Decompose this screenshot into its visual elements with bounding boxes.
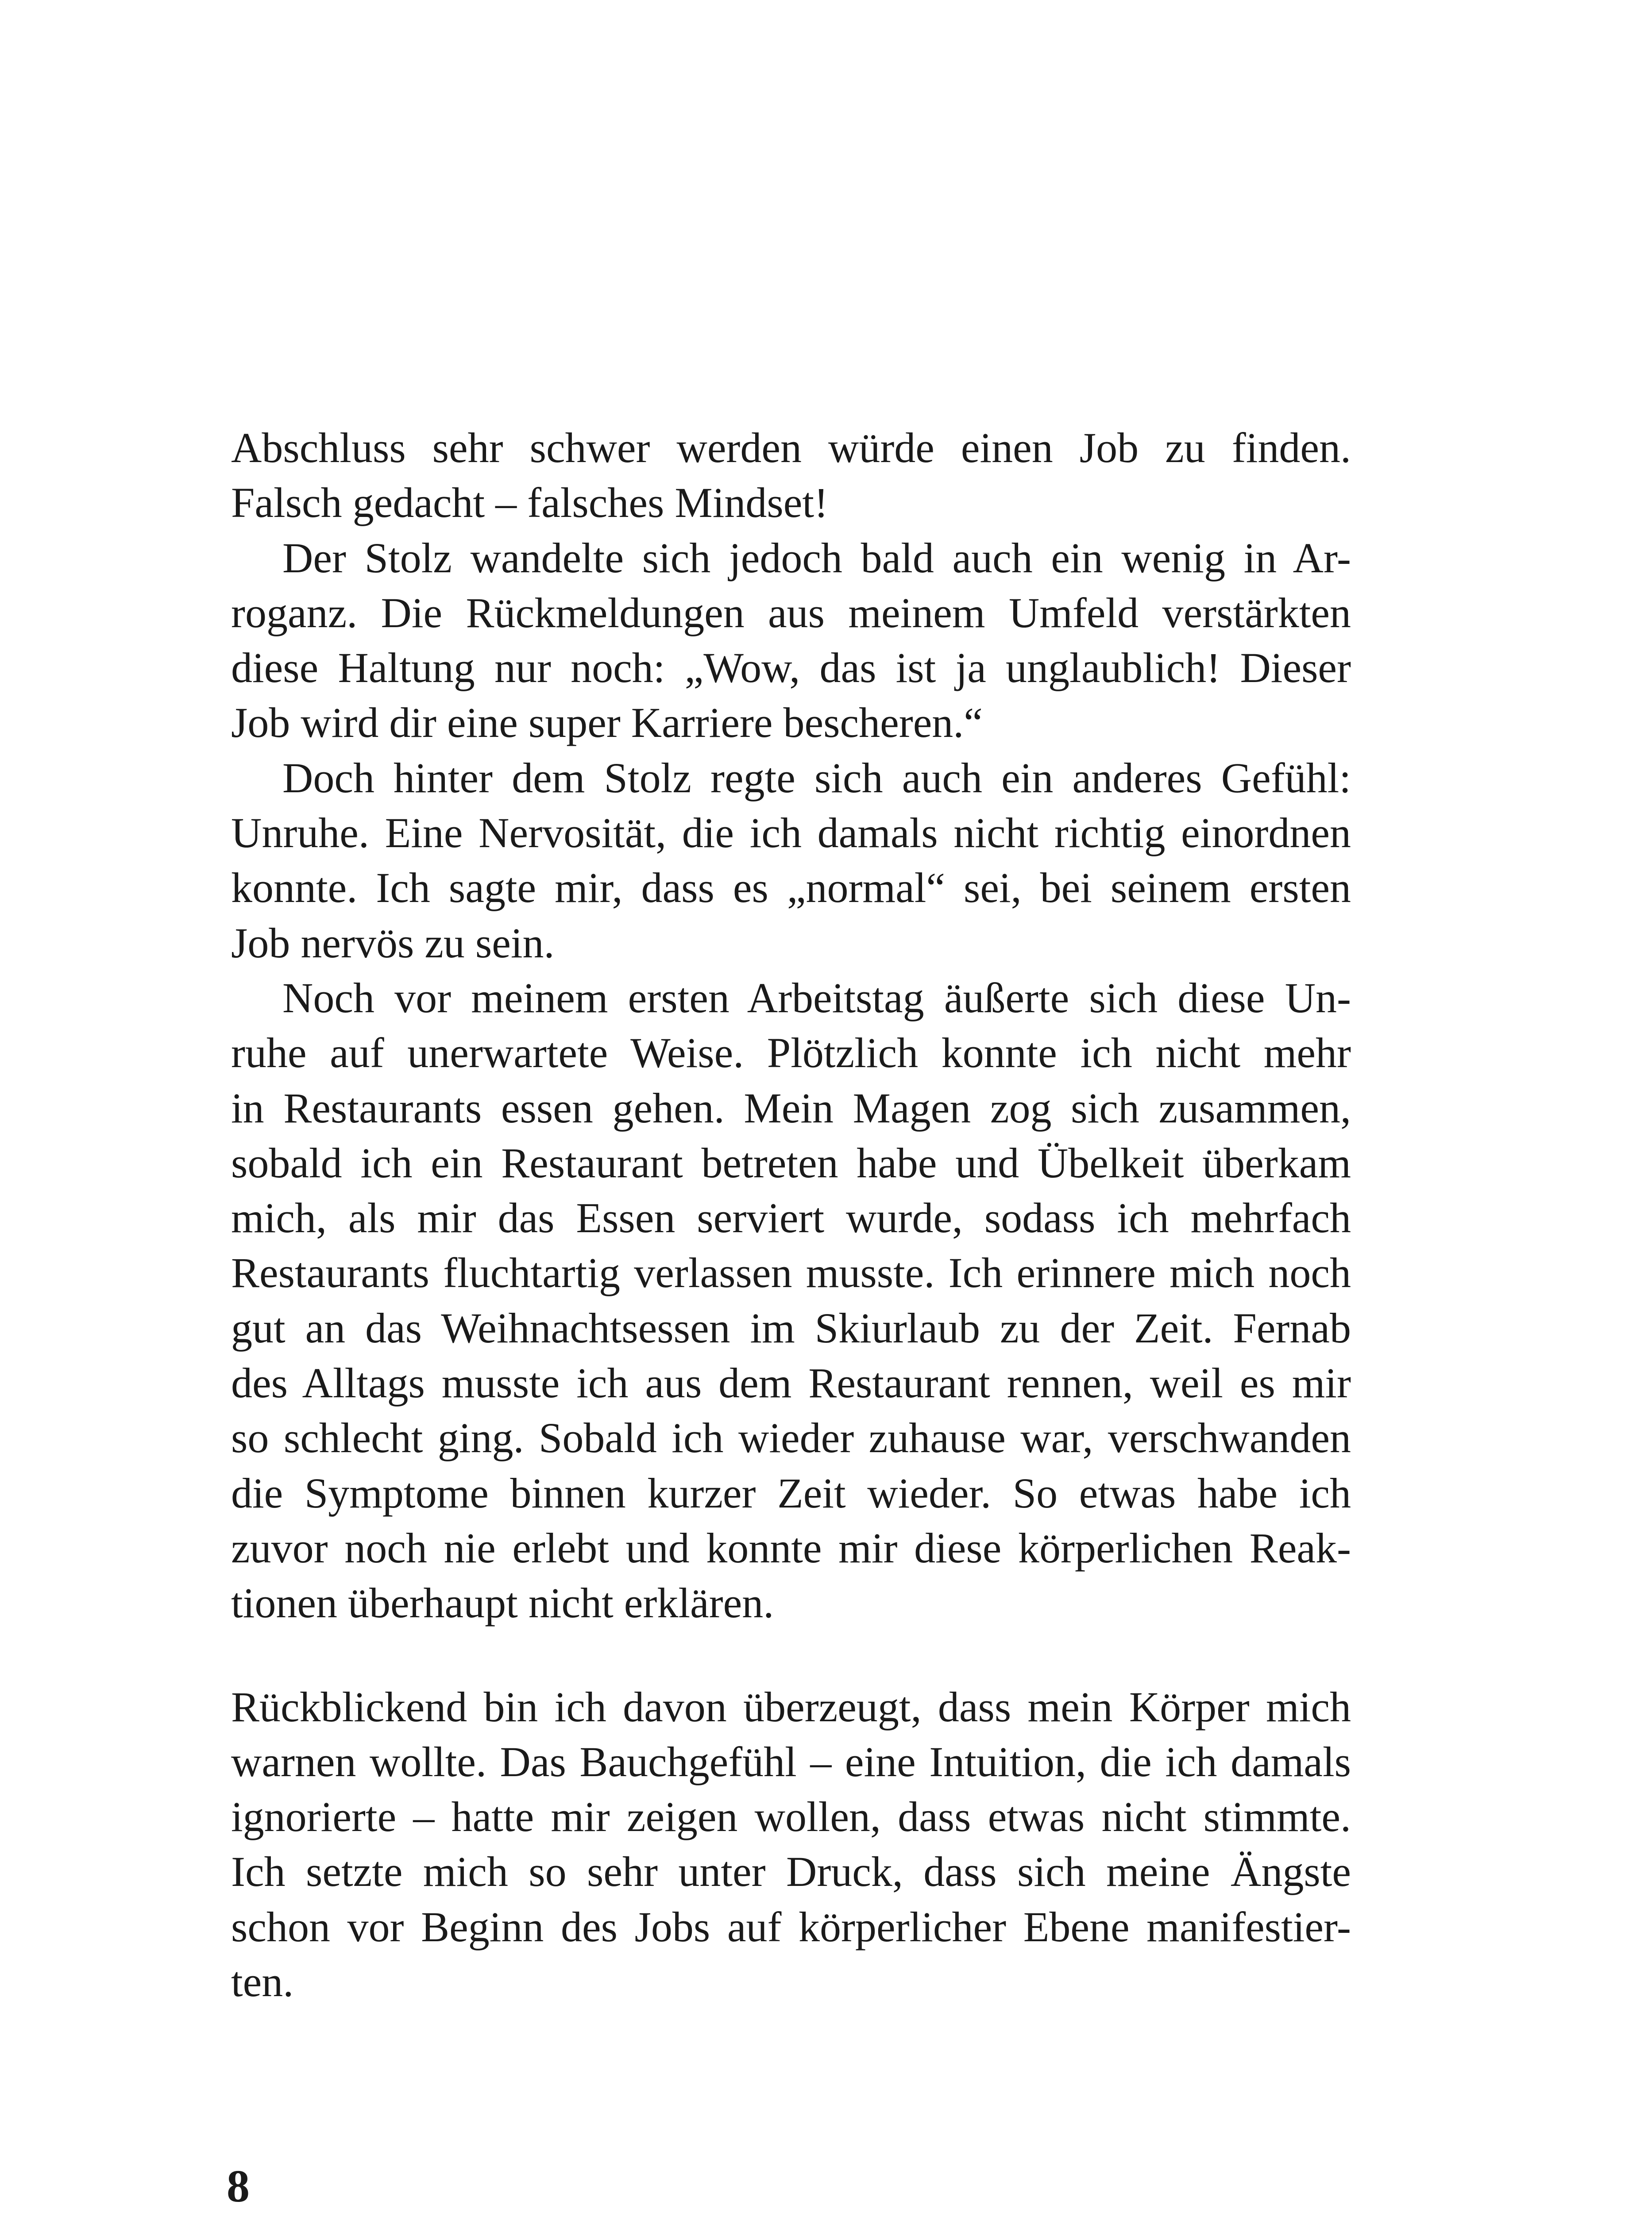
- text-line: so schlecht ging. Sobald ich wieder zuhause war, verschwanden: [231, 1414, 1351, 1462]
- text-line: tionen überhaupt nicht erklären.: [231, 1579, 774, 1627]
- text-line: Noch vor meinem ersten Arbeitstag äußerte sich diese Un-: [282, 974, 1351, 1022]
- paragraph-spacer: [231, 1631, 1351, 1680]
- body-text: [231, 420, 1351, 2009]
- text-line: Falsch gedacht – falsches Mindset!: [231, 479, 828, 527]
- text-line: Job wird dir eine super Karriere bescheren.“: [231, 699, 983, 747]
- text-line: mich, als mir das Essen serviert wurde, sodass ich mehrfach: [231, 1194, 1351, 1242]
- text-line: Der Stolz wandelte sich jedoch bald auch ein wenig in Ar-: [282, 534, 1351, 582]
- text-line: diese Haltung nur noch: „Wow, das ist ja unglaublich! Dieser: [231, 644, 1351, 692]
- text-line: konnte. Ich sagte mir, dass es „normal“ sei, bei seinem ersten: [231, 864, 1351, 912]
- text-line: Rückblickend bin ich davon überzeugt, dass mein Körper mich: [231, 1683, 1351, 1731]
- text-line: gut an das Weihnachtsessen im Skiurlaub zu der Zeit. Fernab: [231, 1304, 1351, 1352]
- text-line: zuvor noch nie erlebt und konnte mir diese körperlichen Reak-: [231, 1524, 1351, 1572]
- text-line: Job nervös zu sein.: [231, 919, 555, 967]
- text-line: ten.: [231, 1958, 294, 2006]
- text-line: schon vor Beginn des Jobs auf körperlicher Ebene manifestier-: [231, 1903, 1351, 1951]
- page-number: 8: [227, 2161, 250, 2212]
- text-line: in Restaurants essen gehen. Mein Magen zog sich zusammen,: [231, 1084, 1351, 1132]
- text-line: Unruhe. Eine Nervosität, die ich damals nicht richtig einordnen: [231, 809, 1351, 857]
- text-line: Ich setzte mich so sehr unter Druck, dass sich meine Ängste: [231, 1848, 1351, 1896]
- text-line: roganz. Die Rückmeldungen aus meinem Umfeld verstärkten: [231, 589, 1351, 636]
- text-line: Doch hinter dem Stolz regte sich auch ein anderes Gefühl:: [282, 754, 1351, 802]
- text-line: ignorierte – hatte mir zeigen wollen, dass etwas nicht stimmte.: [231, 1793, 1351, 1841]
- text-line: ruhe auf unerwartete Weise. Plötzlich konnte ich nicht mehr: [231, 1029, 1351, 1077]
- text-line: des Alltags musste ich aus dem Restaurant rennen, weil es mir: [231, 1359, 1351, 1407]
- text-line: warnen wollte. Das Bauchgefühl – eine Intuition, die ich damals: [231, 1738, 1351, 1785]
- text-line: die Symptome binnen kurzer Zeit wieder. So etwas habe ich: [231, 1469, 1351, 1517]
- text-line: Restaurants fluchtartig verlassen musste. Ich erinnere mich noch: [231, 1249, 1351, 1297]
- text-line: sobald ich ein Restaurant betreten habe und Übelkeit überkam: [231, 1139, 1351, 1187]
- text-line: Abschluss sehr schwer werden würde einen Job zu finden.: [231, 424, 1351, 471]
